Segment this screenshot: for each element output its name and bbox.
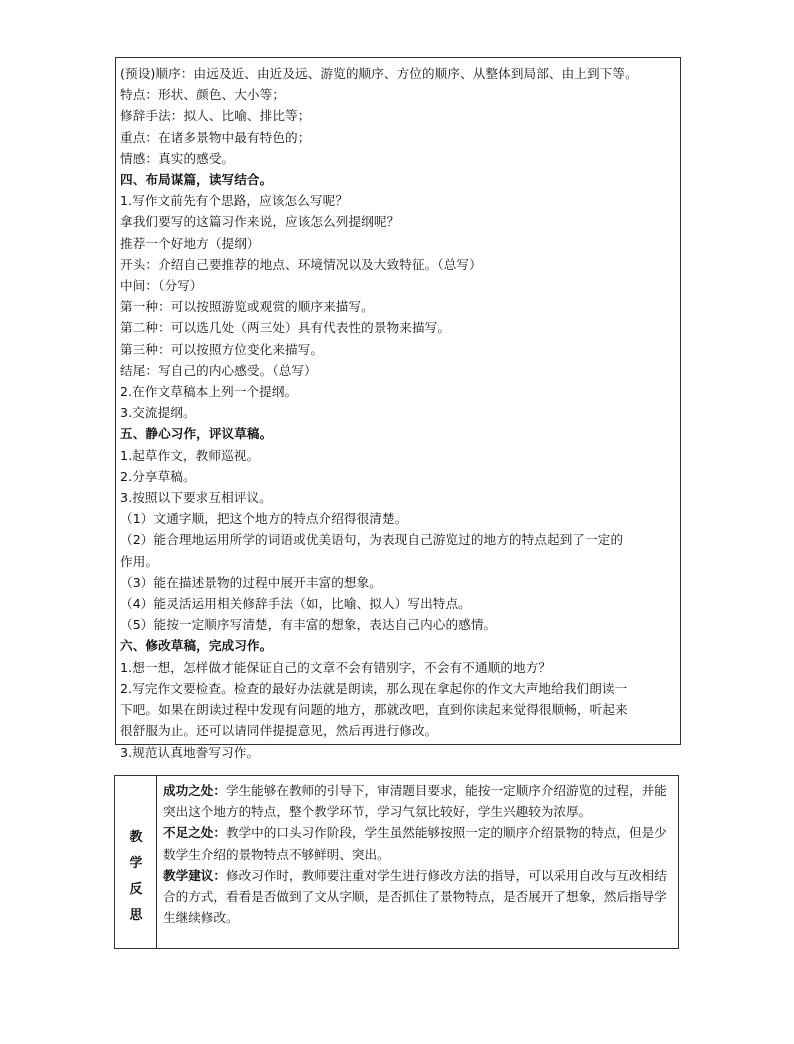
text-line: 特点：形状、颜色、大小等；	[120, 87, 286, 103]
reflection-title-char: 教	[129, 830, 143, 845]
text-line: （1）文通字顺，把这个地方的特点介绍得很清楚。	[120, 511, 408, 527]
reflection-label: 不足之处：	[163, 825, 226, 841]
text-line: 3.交流提纲。	[120, 405, 196, 421]
text-line: 修辞手法：拟人、比喻、排比等；	[120, 108, 311, 124]
text-line: 推荐一个好地方（提纲）	[120, 235, 260, 251]
text-line: 3.按照以下要求互相评议。	[120, 490, 272, 506]
text-line: 中间：（分写）	[120, 278, 203, 294]
text-line: 2.分享草稿。	[120, 468, 196, 484]
text-line: 作用。	[120, 553, 159, 569]
reflection-title-cell	[115, 776, 157, 948]
reflection-text: 教学中的口头习作阶段，学生虽然能够按照一定的顺序介绍景物的特点，但是少数学生介绍的景物特点不够鲜明、突出。	[163, 825, 667, 862]
text-line: 第一种：可以按照游览或观赏的顺序来描写。	[120, 299, 374, 315]
text-line: 2.在作文草稿本上列一个提纲。	[120, 384, 298, 400]
text-line: 第二种：可以选几处（两三处）具有代表性的景物来描写。	[120, 320, 451, 336]
text-line: 1.想一想，怎样做才能保证自己的文章不会有错别字，不会有不通顺的地方？	[120, 659, 552, 675]
text-line: 2.写完作文要检查。检查的最好办法就是朗读，那么现在拿起你的作文大声地给我们朗读一	[120, 680, 628, 696]
text-line: 很舒服为止。还可以请同伴提提意见，然后再进行修改。	[120, 723, 438, 739]
text-line: （3）能在描述景物的过程中展开丰富的想象。	[120, 574, 382, 590]
text-line: 1.写作文前先有个思路，应该怎么写呢？	[120, 193, 349, 209]
reflection-section	[163, 865, 672, 929]
section-heading: 五、静心习作，评议草稿。	[120, 426, 273, 442]
reflection-title-char: 思	[129, 908, 143, 923]
reflection-text: 修改习作时，教师要注重对学生进行修改方法的指导，可以采用自改与互改相结合的方式，看看是否做到了文从字顺，是否抓住了景物特点，是否展开了想象，然后指导学生继续修改。	[163, 867, 667, 926]
reflection-content-cell	[163, 780, 672, 928]
text-line: (预设)顺序：由远及近、由近及远、游览的顺序、方位的顺序、从整体到局部、由上到下等。	[120, 66, 638, 81]
reflection-title-char: 反	[129, 882, 143, 897]
text-line: 第三种：可以按照方位变化来描写。	[120, 341, 324, 357]
reflection-label: 教学建议：	[163, 867, 226, 883]
text-line: 结尾：写自己的内心感受。（总写）	[120, 362, 317, 378]
reflection-section	[163, 822, 672, 864]
text-line: （4）能灵活运用相关修辞手法（如，比喻、拟人）写出特点。	[120, 596, 471, 612]
section-heading: 四、布局谋篇，读写结合。	[120, 172, 273, 188]
lesson-steps-box	[115, 57, 681, 760]
lesson-steps-text	[120, 63, 676, 763]
text-line: 1.起草作文，教师巡视。	[120, 447, 260, 463]
text-line: 重点：在诸多景物中最有特色的；	[120, 129, 311, 145]
reflection-section	[163, 780, 672, 822]
text-line: （5）能按一定顺序写清楚，有丰富的想象，表达自己内心的感情。	[120, 617, 497, 633]
text-line: 3.规范认真地誊写习作。	[120, 744, 260, 760]
reflection-title-char: 学	[129, 856, 143, 871]
reflection-text: 学生能够在教师的引导下，审清题目要求，能按一定顺序介绍游览的过程，并能突出这个地方的特点，整个教学环节，学习气氛比较好，学生兴趣较为浓厚。	[163, 783, 667, 820]
text-line: 情感：真实的感受。	[120, 150, 235, 166]
text-line: （2）能合理地运用所学的词语或优美语句，为表现自己游览过的地方的特点起到了一定的	[120, 532, 624, 548]
text-line: 下吧。如果在朗读过程中发现有问题的地方，那就改吧，直到你读起来觉得很顺畅，听起来	[120, 702, 628, 718]
teaching-reflection-table	[114, 775, 679, 949]
text-line: 开头：介绍自己要推荐的地点、环境情况以及大致特征。（总写）	[120, 256, 482, 272]
reflection-label: 成功之处：	[163, 783, 226, 798]
section-heading: 六、修改草稿，完成习作。	[120, 638, 273, 654]
text-line: 拿我们要写的这篇习作来说，应该怎么列提纲呢？	[120, 214, 400, 230]
